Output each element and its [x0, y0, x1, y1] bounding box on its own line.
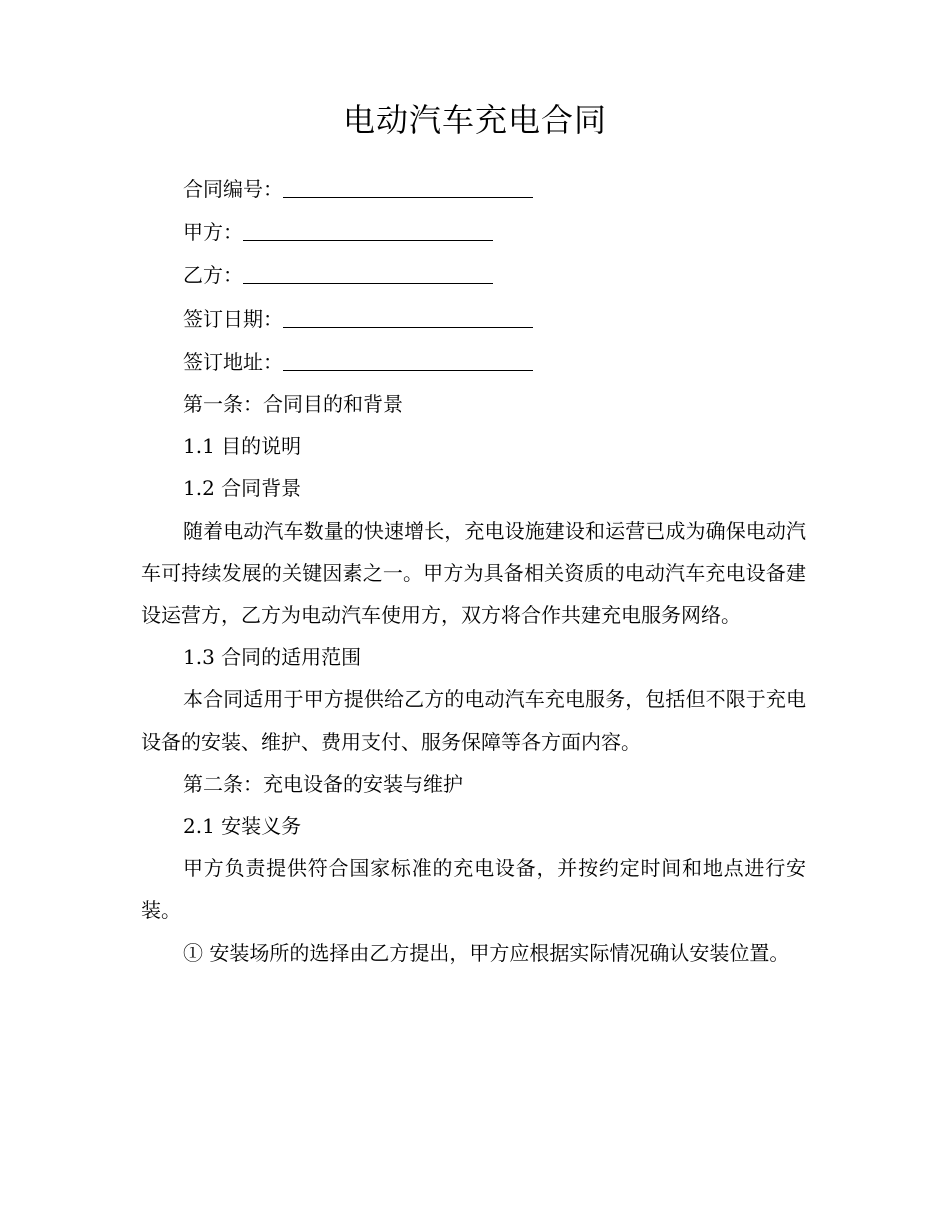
section-1-3: 1.3 合同的适用范围: [183, 645, 362, 670]
article-1-heading: 第一条：合同目的和背景: [183, 392, 403, 417]
section-1-2: 1.2 合同背景: [183, 476, 302, 501]
field-sign-address: [141, 340, 806, 383]
field-label: 甲方：: [183, 220, 243, 245]
party-a-blank: [243, 212, 493, 241]
section-2-1: 2.1 安装义务: [183, 814, 302, 839]
document-title: 电动汽车充电合同: [342, 101, 607, 139]
section-1-1: 1.1 目的说明: [183, 434, 302, 459]
field-label: 合同编号：: [183, 177, 283, 201]
field-label: 乙方：: [183, 263, 243, 288]
contract-number-blank: [283, 169, 533, 198]
list-item-1: ① 安装场所的选择由乙方提出，甲方应根据实际情况确认安装位置。: [183, 940, 790, 965]
party-b-blank: [243, 255, 493, 284]
sign-address-blank: [283, 342, 533, 371]
field-label: 签订地址：: [183, 349, 283, 374]
field-label: 签订日期：: [183, 306, 283, 331]
paragraph-2-1: 甲方负责提供符合国家标准的充电设备，并按约定时间和地点进行安装。: [141, 856, 806, 923]
paragraph-1-2: 随着电动汽车数量的快速增长，充电设施建设和运营已成为确保电动汽车可持续发展的关键因素之一。甲方为具备相关资质的电动汽车充电设备建设运营方，乙方为电动汽车使用方，双方将合作共建充电服务网络。: [141, 518, 806, 628]
sign-date-blank: [283, 299, 533, 328]
field-party-a: [141, 210, 806, 253]
paragraph-1-3: 本合同适用于甲方提供给乙方的电动汽车充电服务，包括但不限于充电设备的安装、维护、费用支付、服务保障等各方面内容。: [141, 687, 806, 754]
field-contract-number: [141, 167, 806, 210]
document-body: [141, 167, 806, 974]
article-2-heading: 第二条：充电设备的安装与维护: [183, 771, 463, 796]
field-party-b: [141, 253, 806, 296]
field-sign-date: [141, 297, 806, 340]
